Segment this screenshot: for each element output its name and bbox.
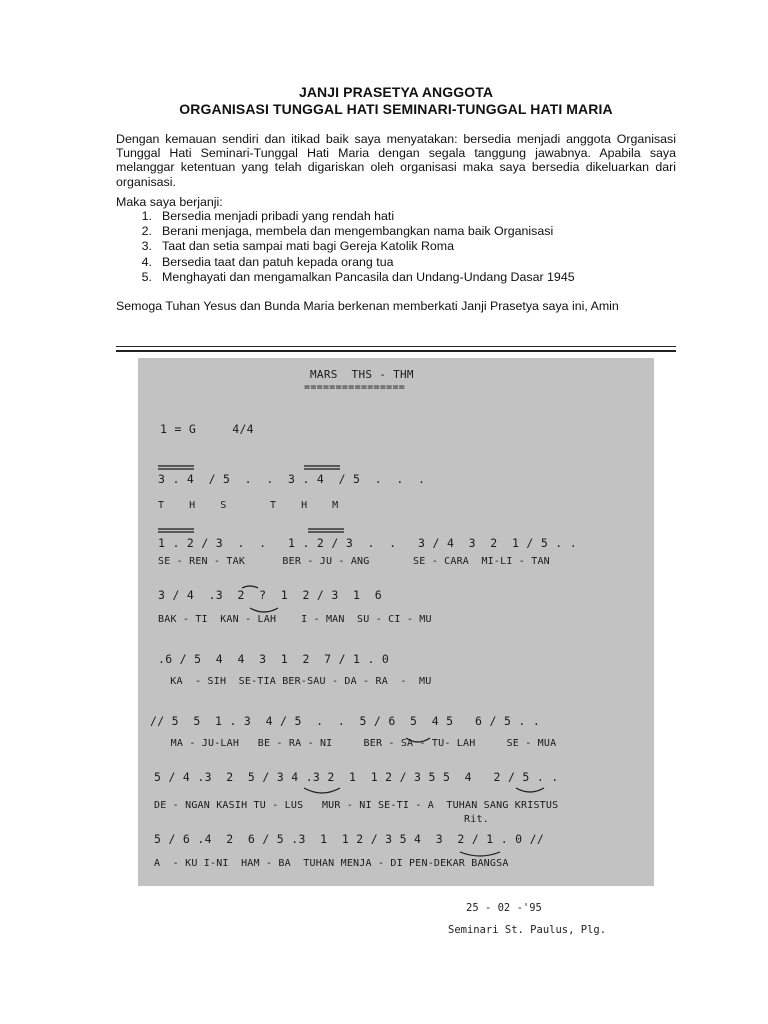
beam-and-slur-marks (138, 358, 654, 886)
list-item: 3. Taat dan setia sampai mati bagi Gereja Katolik Roma (141, 239, 455, 254)
lyrics-line-4: KA - SIH SE-TIA BER-SAU - DA - RA - MU (164, 676, 432, 687)
list-item: 2. Berani menjaga, membela dan mengembangkan nama baik Organisasi (141, 224, 554, 239)
composition-place: Seminari St. Paulus, Plg. (448, 924, 607, 936)
list-item: 5. Menghayati dan mengamalkan Pancasila dan Undang-Undang Dasar 1945 (141, 269, 575, 284)
promise-list (116, 209, 676, 285)
lyrics-line-1: T H S T H M (158, 500, 339, 511)
lyrics-line-2: SE - REN - TAK BER - JU - ANG SE - CARA MI-LI - TAN (158, 556, 550, 567)
notation-line-5: // 5 5 1 . 3 4 / 5 . . 5 / 6 5 4 5 6 / 5 . . (150, 714, 541, 728)
key-signature: 1 = G 4/4 (160, 422, 254, 436)
blessing-text: Semoga Tuhan Yesus dan Bunda Maria berkenan memberkati Janji Prasetya saya ini, Amin (116, 299, 619, 314)
notation-line-7: 5 / 6 .4 2 6 / 5 .3 1 1 2 / 3 5 4 3 2 / 1 . 0 // (154, 832, 545, 846)
notation-line-3: 3 / 4 .3 2 ? 1 2 / 3 1 6 (158, 588, 382, 602)
notation-line-4: .6 / 5 4 4 3 1 2 7 / 1 . 0 (158, 652, 390, 666)
notation-line-6: 5 / 4 .3 2 5 / 3 4 .3 2 1 1 2 / 3 5 5 4 2 / 5 . . (154, 770, 559, 784)
song-title-underline: ================ (304, 382, 406, 393)
document-page (116, 84, 676, 314)
document-title-line-1: JANJI PRASETYA ANGGOTA (298, 84, 494, 100)
promise-intro: Maka saya berjanji: (116, 194, 223, 209)
divider-line-bottom (116, 350, 676, 352)
lyrics-line-7: A - KU I-NI HAM - BA TUHAN MENJA - DI PEN-DEKAR BANGSA (154, 858, 509, 869)
document-title-line-2: ORGANISASI TUNGGAL HATI SEMINARI-TUNGGAL HATI MARIA (179, 101, 613, 117)
declaration-paragraph: Dengan kemauan sendiri dan itikad baik saya menyatakan: bersedia menjadi anggota Organisasi Tunggal Hati Seminari-Tunggal Hati Maria dengan segala tanggung jawabnya. Apabila saya melanggar ketentuan yang telah digariskan oleh organisasi maka saya bersedia dikeluarkan dari organisasi. (116, 132, 676, 189)
ritardando-mark: Rit. (464, 814, 489, 825)
sheet-music-scan (138, 358, 654, 886)
notation-line-1: 3 . 4 / 5 . . 3 . 4 / 5 . . . (158, 472, 426, 486)
song-title: MARS THS - THM (310, 368, 414, 381)
lyrics-line-6: DE - NGAN KASIH TU - LUS MUR - NI SE-TI - A TUHAN SANG KRISTUS (154, 800, 559, 811)
list-item: 1. Bersedia menjadi pribadi yang rendah hati (141, 209, 395, 224)
list-item: 4. Bersedia taat dan patuh kepada orang tua (141, 254, 394, 269)
lyrics-line-3: BAK - TI KAN - LAH I - MAN SU - CI - MU (158, 614, 432, 625)
lyrics-line-5: MA - JU-LAH BE - RA - NI BER - SA - TU- LAH SE - MUA (152, 738, 557, 749)
notation-line-2: 1 . 2 / 3 . . 1 . 2 / 3 . . 3 / 4 3 2 1 / 5 . . (158, 536, 577, 550)
divider-line-top (116, 346, 676, 347)
composition-date: 25 - 02 -'95 (466, 902, 542, 914)
